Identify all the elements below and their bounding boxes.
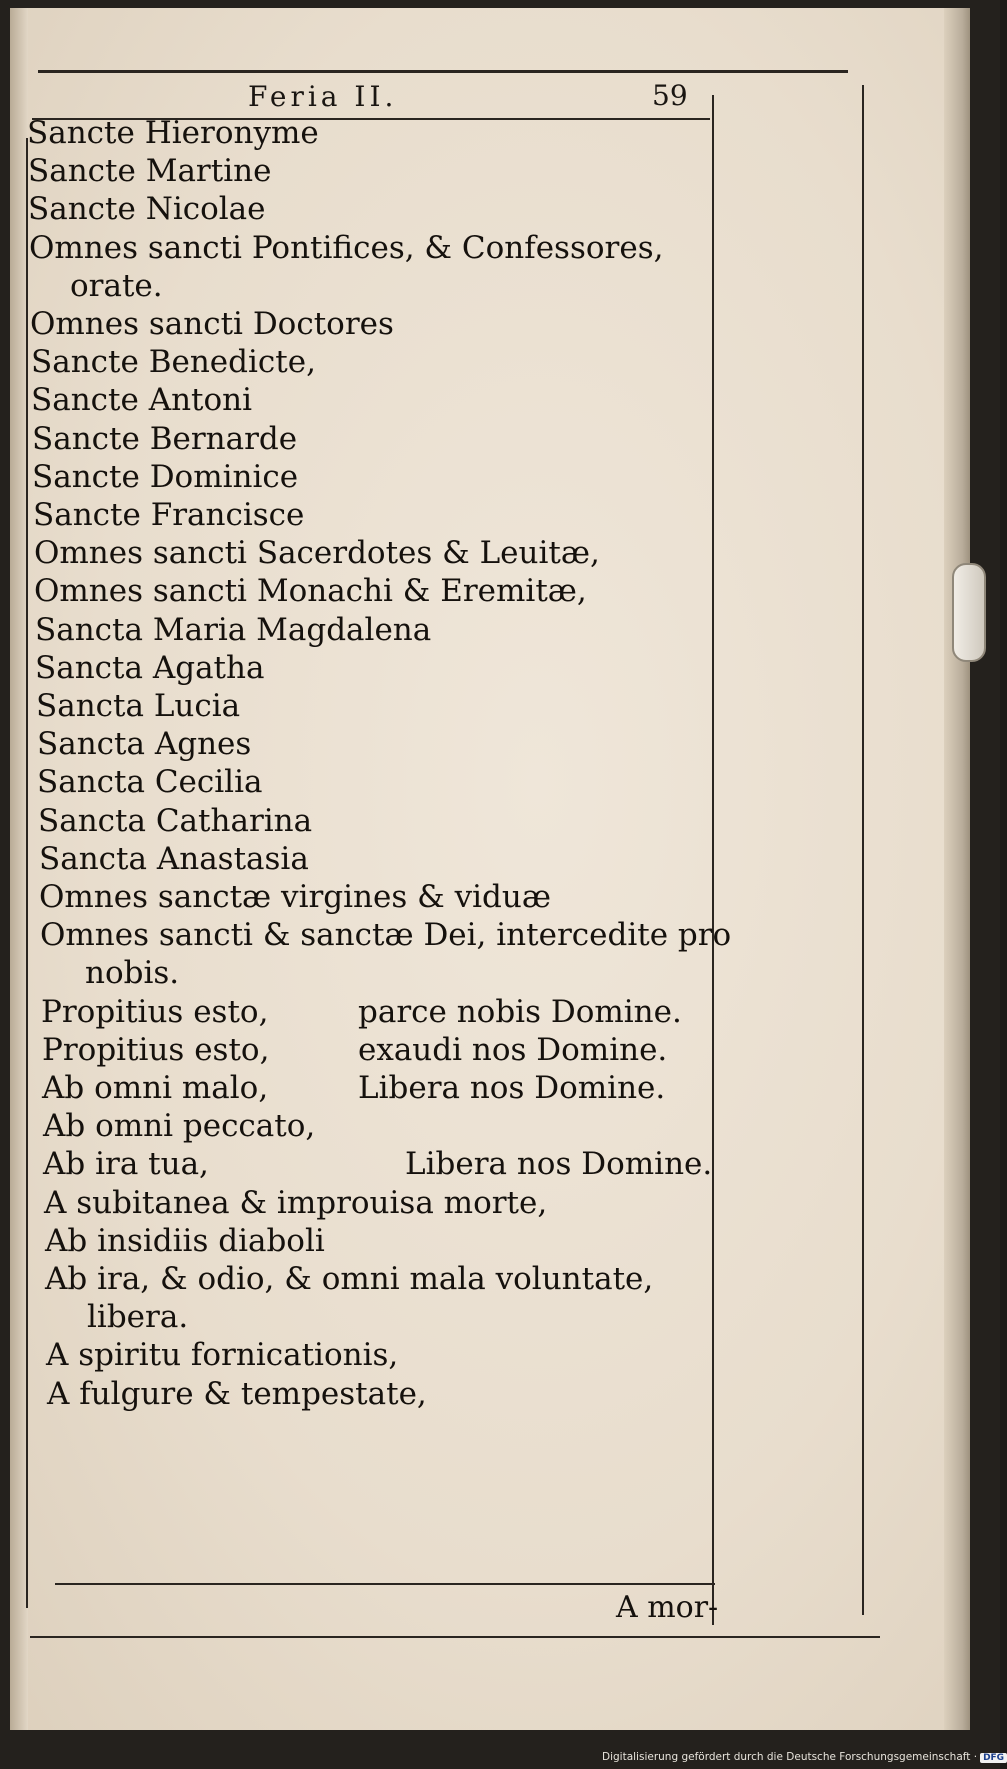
- bottom-rule: [55, 1583, 715, 1585]
- litany-line: Propitius esto,: [41, 993, 269, 1030]
- frame-right-rule: [712, 95, 714, 1625]
- litany-line: Sancte Francisce: [33, 497, 305, 533]
- header-rule-top: [38, 70, 848, 73]
- litany-line: libera.: [87, 1299, 189, 1336]
- litany-line: Sancte Nicolae: [28, 191, 266, 228]
- litany-line: Propitius esto,: [42, 1031, 270, 1068]
- litany-line: Sancte Benedicte,: [31, 344, 316, 381]
- litany-line: Ab ira tua,: [43, 1146, 209, 1183]
- litany-line: Omnes sancti Sacerdotes & Leuitæ,: [34, 535, 600, 572]
- outer-right-rule: [862, 85, 864, 1615]
- litany-line: Omnes sancti Pontifices, & Confessores,: [29, 229, 664, 266]
- litany-line: Sancte Dominice: [32, 458, 299, 495]
- litany-line: Sancta Anastasia: [39, 840, 309, 877]
- litany-line: Sancta Catharina: [38, 802, 313, 839]
- page-title: Feria II.: [248, 80, 398, 113]
- litany-line: A fulgure & tempestate,: [47, 1375, 427, 1412]
- dfg-logo: DFG: [980, 1753, 1007, 1763]
- litany-line: Sancte Antoni: [31, 382, 253, 419]
- litany-response: Libera nos Domine.: [405, 1146, 713, 1183]
- page-clip: [952, 563, 986, 662]
- bottom-outer-rule: [30, 1636, 880, 1638]
- litany-line: Omnes sanctæ virgines & viduæ: [39, 879, 551, 915]
- digitization-credit: [602, 1751, 1007, 1763]
- frame-left-rule: [26, 138, 28, 1608]
- page-number: 59: [652, 79, 688, 112]
- litany-line: Sancte Bernarde: [32, 420, 298, 457]
- litany-line: Sancta Agnes: [37, 726, 252, 763]
- litany-line: A spiritu fornicationis,: [46, 1337, 399, 1374]
- litany-line: Ab ira, & odio, & omni mala voluntate,: [45, 1261, 654, 1297]
- litany-line: orate.: [70, 267, 163, 304]
- litany-line: Ab omni peccato,: [43, 1108, 316, 1145]
- litany-line: Sancta Lucia: [36, 688, 241, 724]
- litany-response: Libera nos Domine.: [358, 1070, 666, 1106]
- litany-line: Sancte Martine: [28, 153, 272, 190]
- litany-response: exaudi nos Domine.: [358, 1031, 668, 1068]
- litany-response: parce nobis Domine.: [358, 993, 682, 1030]
- litany-line: A subitanea & improuisa morte,: [44, 1184, 548, 1221]
- litany-line: Sancte Hieronyme: [27, 115, 319, 151]
- litany-line: nobis.: [85, 955, 180, 992]
- litany-line: Sancta Agatha: [35, 649, 265, 686]
- catchword: A mor-: [616, 1590, 719, 1625]
- litany-line: Sancta Maria Magdalena: [35, 611, 432, 648]
- page-edge: [944, 8, 970, 1730]
- credit-text: Digitalisierung gefördert durch die Deutsche Forschungsgemeinschaft ·: [602, 1751, 978, 1763]
- litany-line: Omnes sancti Doctores: [30, 306, 394, 342]
- litany-line: Omnes sancti Monachi & Eremitæ,: [34, 573, 587, 610]
- litany-line: Sancta Cecilia: [37, 764, 263, 801]
- litany-line: Ab omni malo,: [42, 1070, 269, 1106]
- litany-line: Omnes sancti & sanctæ Dei, intercedite pro: [40, 917, 732, 954]
- litany-line: Ab insidiis diaboli: [45, 1222, 325, 1259]
